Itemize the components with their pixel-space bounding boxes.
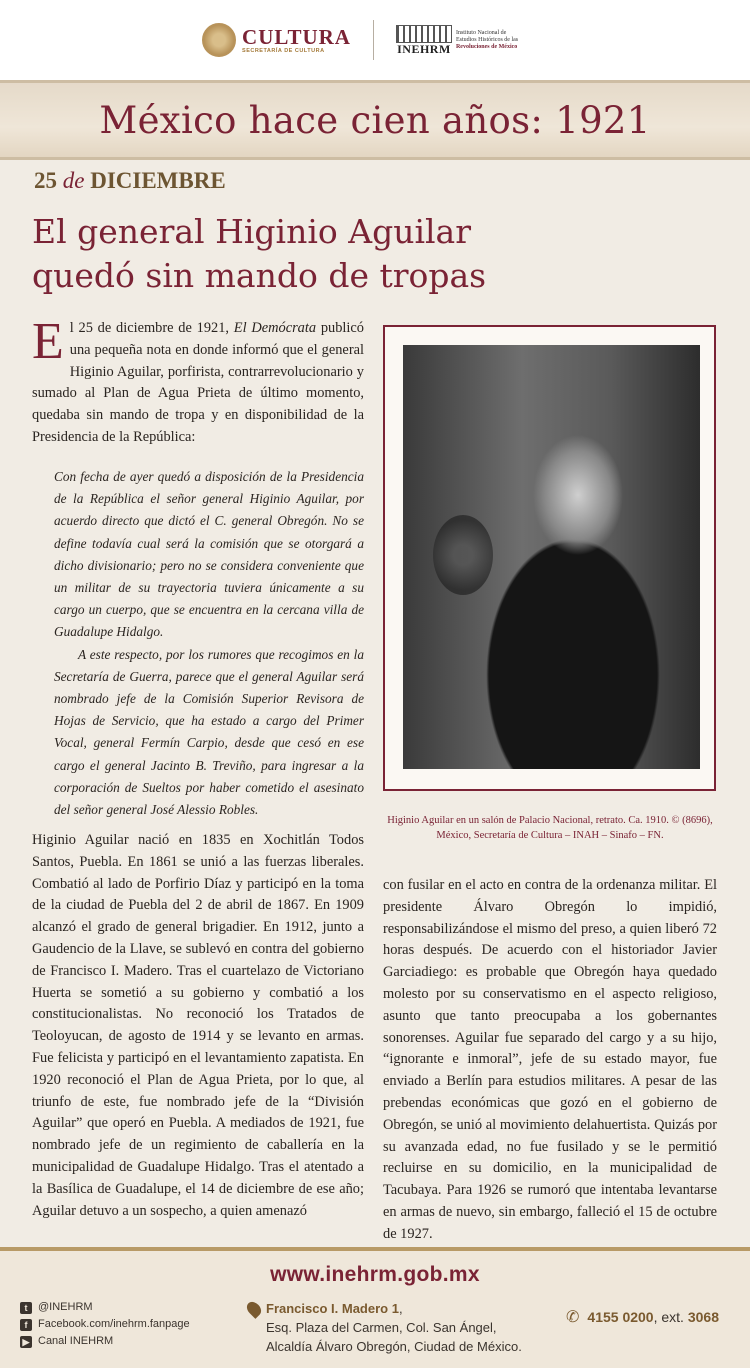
inehrm-line-2: Estudios Históricos de las [455, 36, 519, 43]
phone-number: 4155 0200 [587, 1309, 654, 1325]
article-intro [32, 313, 364, 449]
inehrm-logo[interactable] [396, 25, 548, 56]
youtube-link[interactable] [20, 1333, 190, 1350]
date-de: de [62, 168, 85, 193]
address-block: Francisco I. Madero 1, Esq. Plaza del Carmen, Col. San Ángel, Alcaldía Álvaro Obregón, Ciudad de México. [248, 1299, 522, 1356]
quote-paragraph-2: A este respecto, por los rumores que recogimos en la Secretaría de Guerra, parece que el general Aguilar será nombrado jefe de la Comisión Superior Revisora de Hojas de Servicio, que ha estado a cargo del Primer Vocal, general Fermín Carpio, desde que cesó en ese cargo el general Jacinto B. Treviño, para ingresar a la corporación de Sueltos por haber cometido el asesinato del señor general José Alessio Robles. [54, 646, 364, 818]
article-title-line-1: El general Higinio Aguilar [32, 212, 472, 251]
social-links [20, 1299, 190, 1350]
phone-block[interactable] [566, 1307, 719, 1327]
cultura-subtitle: SECRETARÍA DE CULTURA [242, 48, 325, 54]
phone-ext: 3068 [687, 1309, 719, 1325]
cultura-logo[interactable] [202, 23, 351, 57]
intro-text-b: publicó una pequeña nota en donde informó que el general Higinio Aguilar, porfirista, contrarrevolucionario y sumado al Plan de Agua Prieta de último momento, quedaba sin mando de tropa y en disponibilidad de la Presidencia de la República: [32, 320, 364, 445]
seal-icon [202, 23, 236, 57]
photo-caption: Higinio Aguilar en un salón de Palacio Nacional, retrato. Ca. 1910. © (8696), México, Secretaría de Cultura – INAH – Sinafo – FN. [387, 815, 713, 841]
date-day: 25 [34, 168, 57, 193]
address-line-3: Alcaldía Álvaro Obregón, Ciudad de México. [266, 1339, 522, 1354]
newspaper-name: El Demócrata [233, 320, 317, 336]
drop-cap: E [32, 313, 64, 370]
intro-text-a: l 25 de diciembre de 1921, [69, 320, 234, 336]
facebook-url: Facebook.com/inehrm.fanpage [38, 1318, 190, 1330]
youtube-channel: Canal INEHRM [38, 1335, 114, 1347]
phone-icon: ✆ [566, 1309, 580, 1326]
newspaper-quote [54, 466, 364, 821]
body-left-column: Higinio Aguilar nació en 1835 en Xochitlán Todos Santos, Puebla. En 1861 se unió a las fuerzas liberales. Combatió al lado de Porfirio Díaz y participó en la toma de la ciudad de Puebla del 2 de abril de 1867. En 1909 alcanzó el grado de general brigadier. En 1912, junto a Gaudencio de la Llave, se sublevó en contra del gobierno de Francisco I. Madero. Tras el cuartelazo de Victoriano Huerta se sometió a su gobierno y combatió a los constitucionalistas. No reconoció los Tratados de Teoloyucan, de agosto de 1914 y se levanto en armas. Fue felicista y participó en el levantamiento zapatista. En 1920 reconoció el Plan de Agua Prieta, por lo que, al triunfo de este, fue nombrado jefe de la “División Aguilar” que operó en Puebla. A mediados de 1921, fue nombrado jefe de un regimiento de caballería en la municipalidad de Guadalupe Hidalgo. Tras el atentado a la Basílica de Guadalupe, el 14 de diciembre de ese año; Aguilar detuvo a un sospecho, a quien amenazó [32, 832, 364, 1219]
photo-frame [383, 325, 716, 791]
footer [0, 1251, 750, 1368]
header-divider [373, 20, 374, 60]
inehrm-line-3: Revoluciones de México [455, 43, 518, 50]
portrait-photo [403, 345, 700, 769]
inehrm-name: INEHRM [397, 41, 451, 56]
youtube-icon: ▶ [20, 1336, 32, 1348]
date-month: DICIEMBRE [90, 168, 226, 193]
body-right-column: con fusilar en el acto en contra de la ordenanza militar. El presidente Álvaro Obregón lo impidió, responsabilizándose el mismo del preso, a quien liberó 72 horas después. De acuerdo con el historiador Javier Garciadiego: es probable que Obregón haya quedado molesto por su conservatismo en el aspecto religioso, asunto que tanto preocupaba a los gobernantes sonorenses. Aguilar fue separado del cargo y a su hijo, “ignorante e inmoral”, jefe de su estado mayor, fue enviado a Berlín para estudios militares. A pesar de las prebendas económicas que gozó en el gobierno de Obregón, se unió al movimiento delahuertista. Quizás por su avanzada edad, no fue fusilado y se le permitió recluirse en su domicilio, en la municipalidad de Tacubaya. Para 1926 se rumoró que intentaba levantarse en armas de nuevo, sin embargo, falleció el 15 de octubre de 1927. [383, 877, 717, 1242]
phone-ext-label: , ext. [653, 1309, 684, 1325]
date-line [34, 168, 226, 194]
website-link[interactable]: www.inehrm.gob.mx [270, 1263, 480, 1286]
facebook-icon: f [20, 1319, 32, 1331]
article-title-line-2: quedó sin mando de tropas [32, 256, 487, 295]
twitter-handle: @INEHRM [38, 1301, 93, 1313]
inehrm-description [456, 30, 548, 51]
header [0, 0, 750, 80]
address-line-2: Esq. Plaza del Carmen, Col. San Ángel, [266, 1320, 497, 1335]
twitter-link[interactable] [20, 1299, 190, 1316]
facebook-link[interactable] [20, 1316, 190, 1333]
building-icon [396, 25, 452, 43]
article-title [32, 210, 592, 298]
inehrm-line-1: Instituto Nacional de [455, 29, 507, 36]
address-street: Francisco I. Madero 1 [266, 1301, 399, 1316]
banner [0, 80, 750, 160]
twitter-icon: t [20, 1302, 32, 1314]
cultura-name: CULTURA [242, 25, 351, 49]
location-pin-icon [244, 1299, 264, 1319]
quote-paragraph-1: Con fecha de ayer quedó a disposición de la Presidencia de la República el señor general Higinio Aguilar, por acuerdo directo que dictó el C. general Obregón. No se define todavía cual será la comisión que se otorgará a dicho divisionario; pero no se considera conveniente que un militar de su trayectoria tuviera únicamente a su cargo un cuerpo, que se encuentra en la cercana villa de Guadalupe Hidalgo. [54, 469, 364, 640]
banner-title: México hace cien años: 1921 [99, 98, 651, 142]
